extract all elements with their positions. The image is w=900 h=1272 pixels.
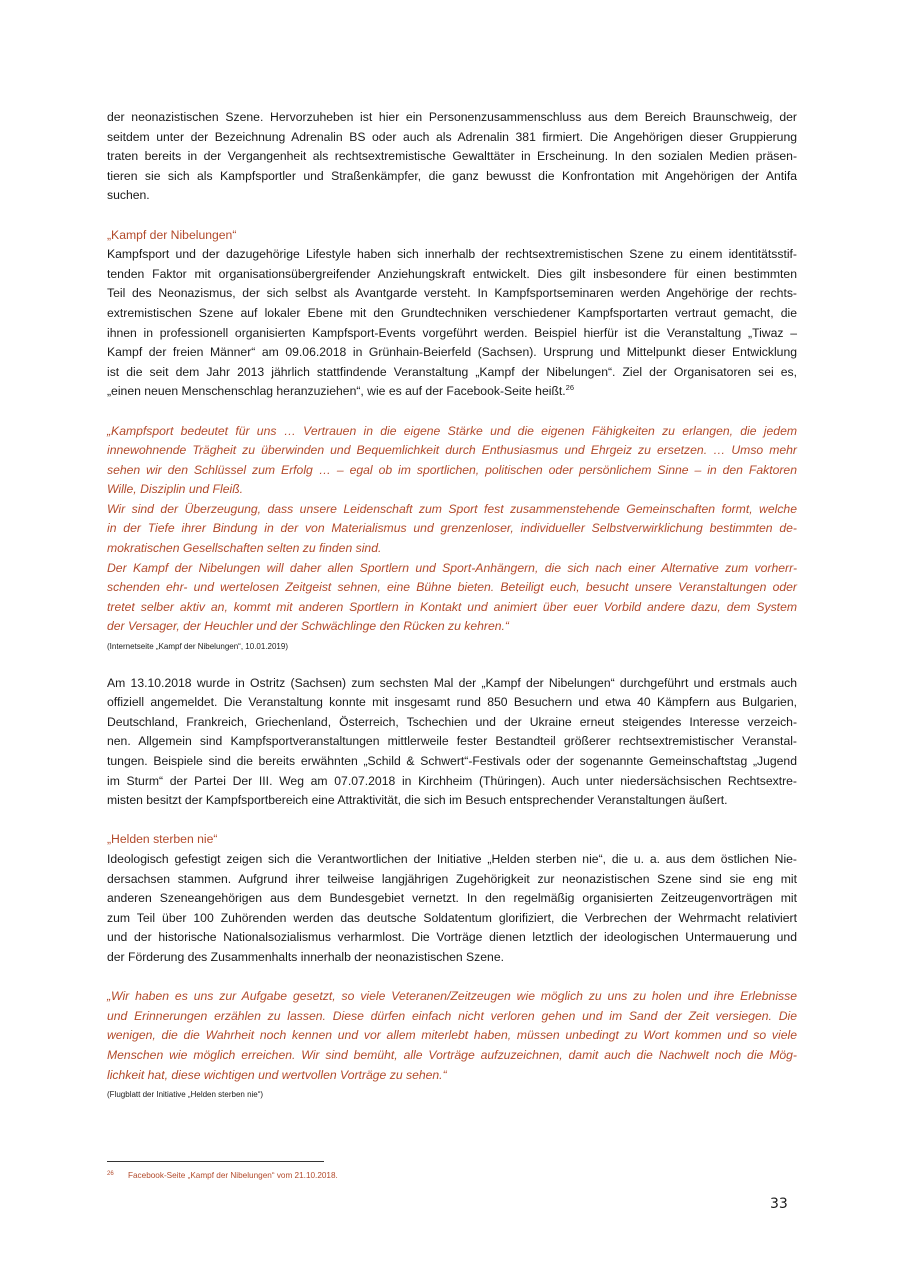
text-line: anderen Szeneangehörigen aus dem Bundesgebiet vernetzt. In den regelmäßig organisierten Zeitzeugenvorträgen mit [107, 891, 797, 906]
text-line: zum Teil über 100 Zuhörenden werden das deutsche Soldatentum glorifiziert, die Verbrechen der Wehrmacht relativiert [107, 910, 797, 925]
text-line: ist die seit dem Jahr 2013 jährlich stattfindende Veranstaltung „Kampf der Nibelungen“. Ziel der Organisatoren sei es, [107, 364, 797, 379]
text-line: traten bereits in der Vergangenheit als rechtsextremistische Gewalttäter in Erscheinung. In den sozialen Medien präsen- [107, 149, 797, 164]
text-line: ihnen in professionell organisierten Kampfsport-Events vorgeführt werden. Beispiel hierfür ist die Veranstaltung „Tiwaz – [107, 325, 797, 340]
text-line: offiziell angemeldet. Die Veranstaltung konnte mit insgesamt rund 850 Besuchern und etwa 40 Kämpfern aus Bulgarien, [107, 695, 797, 710]
quote-line: in der Tiefe ihrer Bindung in der von Materialismus und grenzenloser, individueller Selbstverwirklichung bestimmten de- [107, 521, 797, 536]
quote-line: mokratischen Gesellschaften selten zu finden sind. [107, 541, 382, 556]
section-helden-sterben-nie [107, 830, 797, 967]
text-line-content: „einen neuen Menschenschlag heranzuziehen“, wie es auf der Facebook-Seite heißt. [107, 384, 566, 399]
text-line: misten besitzt der Kampfsportbereich eine Attraktivität, die sich im Besuch entsprechender Veranstaltungen äußert. [107, 793, 728, 808]
footnote-reference[interactable]: 26 [565, 383, 575, 393]
quote-line: der Versager, der Heuchler und der Schwächlinge den Rücken zu kehren.“ [107, 619, 509, 634]
footnote [107, 1171, 338, 1180]
text-line: tungen. Beispiele sind die bereits erwähnten „Schild & Schwert“-Festivals oder der sogenannte Gemeinschaftstag „Jugend [107, 754, 797, 768]
quote-line: wenigen, die die Wahrheit noch kennen und vor allem miterlebt haben, müssen unbedingt zu Wort kommen und so viele [107, 1028, 797, 1043]
footnote-divider [107, 1161, 324, 1162]
text-line [107, 382, 797, 402]
page-body [107, 108, 797, 1102]
footnote-text: Facebook-Seite „Kampf der Nibelungen“ vom 21.10.2018. [128, 1171, 338, 1180]
text-line: im Sturm“ der Partei Der III. Weg am 07.07.2018 in Kirchheim (Thüringen). Auch unter niedersächsischen Rechtsextre- [107, 773, 797, 788]
text-line: extremistischen Szene auf lokaler Ebene mit den Grundtechniken verschiedener Kampfsportarten vertraut gemacht, die [107, 305, 797, 320]
intro-paragraph [107, 108, 797, 206]
quote-source: (Internetseite „Kampf der Nibelungen“, 10.01.2019) [107, 642, 288, 652]
text-line: Teil des Neonazismus, der sich selbst als Avantgarde versteht. In Kampfsportseminaren werden Angehörige der rechts- [107, 286, 797, 301]
quote-line: schenden ehr- und wertelosen Zeitgeist sehnen, eine Bühne bieten. Beteiligt euch, besucht unsere Veranstaltungen oder [107, 580, 797, 595]
quote-line: Der Kampf der Nibelungen will daher allen Sportlern und Sport-Anhängern, die sich nach einer Alternative zum vorherr- [107, 560, 797, 575]
quote-line: und Erinnerungen erzählen zu lassen. Diese dürfen einfach nicht verloren gehen und im Sand der Zeit versiegen. Die [107, 1008, 797, 1023]
text-line: Ideologisch gefestigt zeigen sich die Verantwortlichen der Initiative „Helden sterben nie“, die u. a. aus dem östlichen Nie- [107, 851, 797, 866]
quote-line: Menschen wie möglich erreichen. Wir sind bemüht, alle Vorträge aufzuzeichnen, damit auch die Nachwelt noch die Mög- [107, 1047, 797, 1062]
quote-source: (Flugblatt der Initiative „Helden sterben nie“) [107, 1090, 264, 1100]
text-line: Kampf der freien Männer“ am 09.06.2018 in Grünhain-Beierfeld (Sachsen). Ursprung und Mittelpunkt dieser Entwicklung [107, 345, 797, 360]
section-heading: „Kampf der Nibelungen“ [107, 227, 237, 242]
text-line: und der historische Nationalsozialismus verharmlost. Die Vorträge dienen letztlich der ideologischen Untermauerung und [107, 930, 797, 945]
page-number: 33 [770, 1196, 788, 1212]
quote-block-helden [107, 987, 797, 1085]
quote-line: „Kampfsport bedeutet für uns … Vertrauen in die eigene Stärke und die eigenen Fähigkeiten zu erlangen, die jedem [107, 423, 797, 438]
section-kampf-der-nibelungen [107, 226, 797, 402]
quote-line: lichkeit hat, diese wichtigen und wertvollen Vorträge zu sehen.“ [107, 1067, 447, 1082]
text-line: Deutschland, Frankreich, Griechenland, Österreich, Tschechien und der Ukraine erneut steigendes Interesse verzeich- [107, 714, 797, 729]
quote-line: Wir sind der Überzeugung, dass unsere Leidenschaft zum Sport fest zusammenstehende Gemeinschaften formt, welche [107, 501, 797, 516]
text-line: seitdem unter der Bezeichnung Adrenalin BS oder auch als Adrenalin 381 firmiert. Die Angehörigen dieser Gruppierung [107, 129, 797, 144]
text-line: nen. Allgemein sind Kampfsportveranstaltungen mittlerweile fester Bestandteil größerer rechtsextremistischer Veranstal- [107, 734, 797, 749]
text-line: der Förderung des Zusammenhalts innerhalb der neonazistischen Szene. [107, 949, 504, 964]
text-line: tieren sie sich als Kampfsportler und Straßenkämpfer, die ganz bewusst die Konfrontation mit Angehörigen der Antifa [107, 168, 797, 183]
quote-line: tretet selber aktiv an, kommt mit anderen Sportlern in Kontakt und animiert über euer Vorbild andere dazu, dem System [107, 599, 797, 614]
text-line: Kampfsport und der dazugehörige Lifestyle haben sich innerhalb der rechtsextremistischen Szene zu einem identitätsstif- [107, 247, 797, 262]
quote-block-kampfsport [107, 422, 797, 638]
text-line: suchen. [107, 188, 150, 203]
quote-line: innewohnende Trägheit zu überwinden und Bequemlichkeit durch Enthusiasmus und Ehrgeiz zu ersetzen. … Umso mehr [107, 443, 797, 458]
footnote-number: 26 [107, 1171, 114, 1177]
ostritz-paragraph [107, 674, 797, 811]
quote-line: Wille, Disziplin und Fleiß. [107, 482, 244, 497]
text-line: tenden Faktor mit organisationsübergreifender Anziehungskraft entwickelt. Dies gilt insbesondere für einen bestimmten [107, 266, 797, 281]
text-line: der neonazistischen Szene. Hervorzuheben ist hier ein Personenzusammenschluss aus dem Bereich Braunschweig, der [107, 110, 797, 124]
text-line: Am 13.10.2018 wurde in Ostritz (Sachsen) zum sechsten Mal der „Kampf der Nibelungen“ durchgeführt und erstmals auch [107, 675, 797, 690]
section-heading: „Helden sterben nie“ [107, 832, 218, 847]
quote-line: „Wir haben es uns zur Aufgabe gesetzt, so viele Veteranen/Zeitzeugen wie möglich zu uns zu holen und ihre Erlebnisse [107, 989, 797, 1004]
quote-line: sehen wir den Schlüssel zum Erfolg … – egal ob im sportlichen, politischen oder persönlichem Sinne – in den Faktoren [107, 462, 797, 477]
text-line: dersachsen stammen. Aufgrund ihrer teilweise langjährigen Zugehörigkeit zur neonazistischen Szene sind sie eng mit [107, 871, 797, 886]
